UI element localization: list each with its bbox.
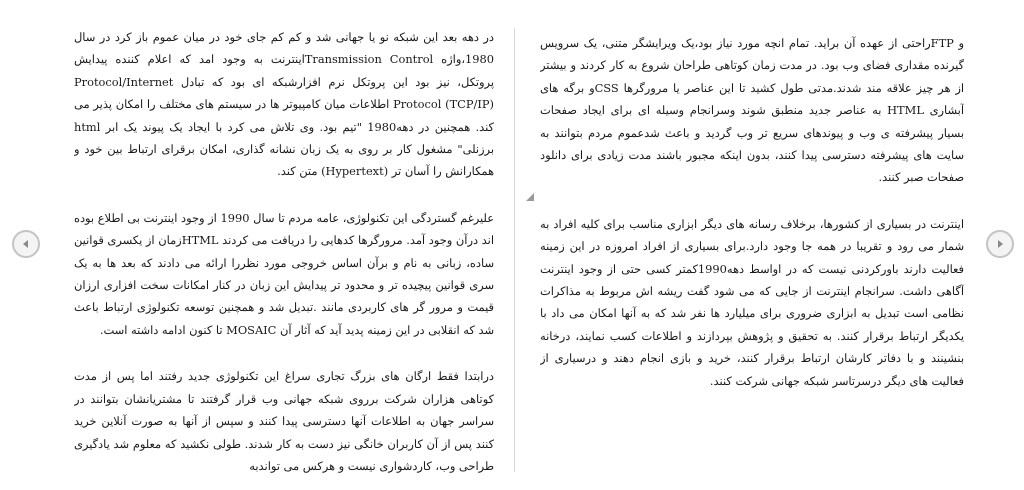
next-page-button[interactable] (986, 230, 1014, 258)
previous-page-button[interactable] (12, 230, 40, 258)
page-divider (514, 28, 515, 472)
right-paragraph-1: و FTPراحتی از عهده آن براید. تمام انچه مورد نیاز بود،یک ویرایشگر متنی، یک سرویس گیرنده مقداری فضای وب بود. در مدت زمان کوتاهی طراحان شروع به کار کردند و بیشتر از هر چیز علاقه مند شدند.مدتی طول کشید تا این عناصر یا مرورگرها CSSو برگه های آبشاری HTML به عناصر جدید منطبق شوند وسرانجام وسیله ای برای ایجاد صفحات بسیار پیشرفته ی وب و پیوندهای سریع تر وب گردید و باعث شدعموم مردم بتوانند به سایت های پیشرفته دسترسی پیدا کنند، بدون اینکه مجبور باشند مدت زیادی برای دانلود صفحات صبر کنند. (540, 36, 964, 185)
paragraph-marker-icon (526, 188, 534, 196)
chevron-right-icon (994, 238, 1006, 250)
right-paragraph-2: اینترنت در بسیاری از کشورها، برخلاف رسانه های دیگر ابزاری مناسب برای کلیه افراد به شمار می رود و تقریبا در همه جا وجود دارد.برای بسیاری از افراد امروزه در این زمینه فعالیت دارند باورکردنی نیست که در اواسط دهه1990کمتر کسی حتی از وجود اینترنت آگاهی داشت. سرانجام اینترنت از جایی که می شود گفت ریشه اش مربوط به مذاکرات نظامی است تبدیل به ابزاری ضروری برای میلیارد ها نفر شد که به آنها امکان می داد با یکدیگر ارتباط برقرار کنند. به تحقیق و پژوهش بپردازند و اطلاعات کسب نمایند، درخانه بنشینند و با دفاتر کارشان ارتباط برقرار کنند، خرید و بازی انجام دهند و درسیاری از فعالیت های دیگر درسرتاسر شبکه جهانی شرکت کنند. (540, 216, 964, 388)
left-paragraph-3: درابتدا فقط ارگان های بزرگ تجاری سراغ این تکنولوژی جدید رفتند اما پس از مدت کوتاهی هزاران شرکت برروی شبکه جهانی وب قرار گرفتند تا مشتریانشان بتوانند در سراسر جهان به اطلاعات آنها دسترسی پیدا کنند و سپس از آنها به صورت آنلاین خرید کنند پس از آن کاربران خانگی نیز دست به کار شدند. طولی نکشید که معلوم شد یادگیری طراحی وب، کاردشواری نیست و هرکس می تواندبه (74, 369, 494, 473)
chevron-left-icon (20, 238, 32, 250)
left-page (74, 26, 494, 474)
left-paragraph-1: در دهه بعد این شبکه نو یا جهانی شد و کم کم جای خود در میان عموم باز کرد در سال 1980،واژه Transmission Controlاینترنت به وجود امد که اعلام کننده پیدایش پروتکل، نیز بود این پروتکل نرم افزارشبکه ای بود که تبادل Protocol/Internet Protocol (TCP/IP) اطلاعات میان کامپیوتر ها در سیستم های مختلف را امکان پذیر می کند. همچنین در دهه1980 "تیم بود. وی تلاش می کرد با ایجاد یک پیوند یک ابر html برزنلی" مشغول کار بر روی به یک زبان نشانه گذاری، امکان برقرای ارتباط بین خود و همکارانش را آسان تر (Hypertext) متن کند. (74, 30, 494, 179)
left-paragraph-2: علیرغم گستردگی این تکنولوژی، عامه مردم تا سال 1990 از وجود اینترنت بی اطلاع بوده اند درآن وجود آمد. مرورگرها کدهایی را دریافت می کردند HTMLزمان از یکسری قوانین ساده، زبانی به نام و برآن اساس خروجی مورد نظررا ارائه می دادند که بعد ها به یک سری قوانین پیچیده تر و محدود تر پیدایش این زبان در کنار امکانات سخت افزاری ارزان قیمت و مرور گر های کاربردی مانند .تبدیل شد و همچنین توسعه تکنولوژی ارتباط باعث شد که انقلابی در این زمینه پدید آید که آثار آن MOSAIC تا کنون ادامه داشته است. (74, 210, 494, 337)
right-page (540, 32, 964, 480)
